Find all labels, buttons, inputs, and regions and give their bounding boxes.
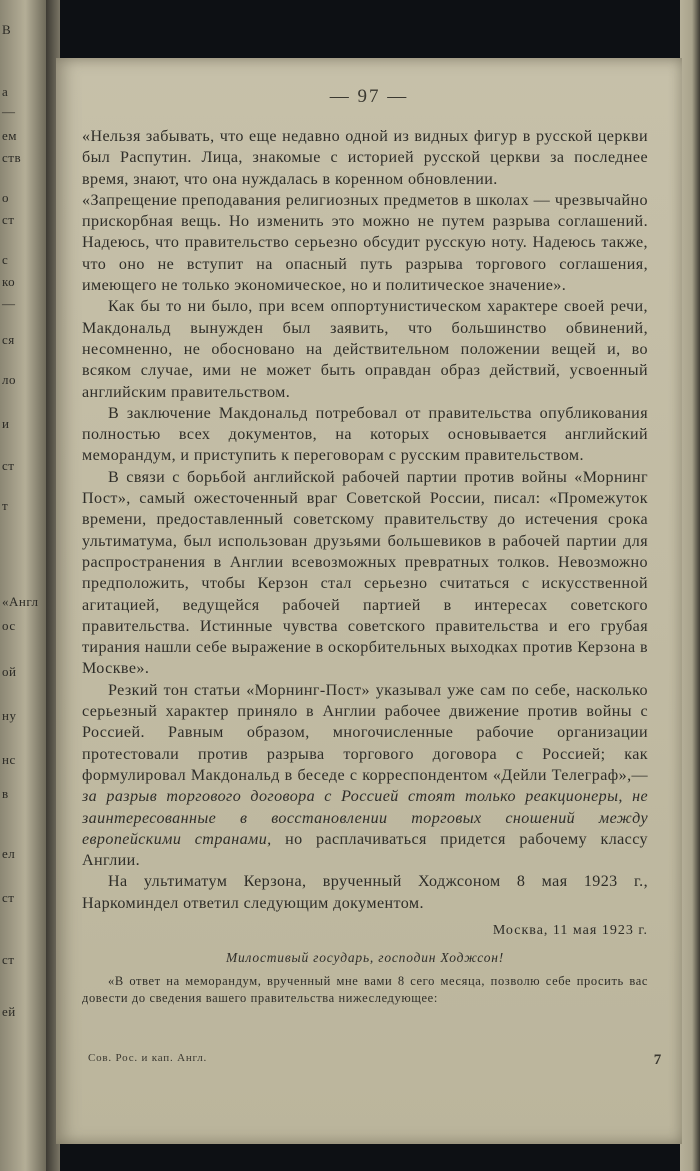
left-page-fragment: ем <box>2 128 17 143</box>
left-page-fragment: с <box>2 252 9 267</box>
footer-note: Сов. Рос. и кап. Англ. <box>88 1052 208 1064</box>
paragraph: «Запрещение преподавания религиозных предметов в школах — чрезвычайно прискорбная вещь. Но изменить это можно не путем разрыва соглашений. Надеюсь, что правительство серьезно обсудит русскую ноту. Надеюсь также, что оно не вступит на опасный путь разрыва торгового соглашения, имеющего не только экономическое, но и политическое значение». <box>82 191 648 295</box>
left-page-fragment: и <box>2 416 10 431</box>
page-number: — 97 — <box>329 86 409 107</box>
left-page-fragment: ос <box>2 618 16 633</box>
left-page-fragment: о <box>2 190 9 205</box>
left-page-fragment: в <box>2 786 9 801</box>
left-page-fragment: В <box>2 22 12 37</box>
salutation: Милостивый государь, господин Ходжсон! <box>225 950 505 966</box>
paragraph: В связи с борьбой английской рабочей партии против войны «Морнинг Пост», самый ожесточенный враг Советской России, писал: «Промежуток времени, предоставленный советскому правительству до истечения срока ультиматума, был использован друзьями большевиков в рабочей партии для распространения в Англии всевозможных превратных толков. Невозможно предположить, чтобы Керзон стал серьезно считаться с искусственной агитацией, ведущейся рабочей партией в интересах советского правительства. Истинные чувства советского правительства и его грубая тирания нашли себе выражение в оскорбительных выходках против Керзона в Москве». <box>82 468 648 678</box>
left-page-fragment: а <box>2 84 9 99</box>
left-page-fragment: ст <box>2 458 15 473</box>
paragraph: На ультиматум Керзона, врученный Ходжсоном 8 мая 1923 г., Наркоминдел ответил следующим документом. <box>82 873 648 912</box>
left-page-fragment: ст <box>2 890 15 905</box>
page-footer <box>88 1052 662 1069</box>
paragraph-text: но расплачиваться придется рабочему классу Англии. <box>82 830 648 870</box>
book-page <box>56 58 682 1144</box>
left-page-fragment: ел <box>2 846 16 861</box>
paragraph: В заключение Макдональд потребовал от правительства опубликования полностью всех документов, на которых основывается английский меморандум, и приступить к переговорам с русским правительством. <box>82 404 648 465</box>
left-page-fragment: ко <box>2 274 16 289</box>
italic-quote: за разрыв торгового договора с Россией стоят только реакционеры, не заинтересованные в восстановлении торговых сношений между европейскими странами, <box>82 788 648 848</box>
left-page-fragment: — <box>2 296 16 311</box>
left-page-fragment: нс <box>2 752 16 767</box>
right-page-edge <box>680 0 700 1171</box>
left-page-fragment: ся <box>2 332 15 347</box>
left-page-fragment: ств <box>2 150 22 165</box>
paragraph: Как бы то ни было, при всем оппортунистическом характере своей речи, Макдональд вынужден был заявить, что большинство обвинений, несомненно, не обосновано на действительном положении вещей и, во всяком случае, ими не может быть оправдан образ действий, усвоенный английским правительством. <box>82 298 648 401</box>
paragraph: «Нельзя забывать, что еще недавно одной из видных фигур в русской церкви был Распутин. Лица, знакомые с историей русской церкви за последнее время, знают, что она нуждалась в коренном обновлении. <box>82 128 648 188</box>
dateline: Москва, 11 мая 1923 г. <box>492 922 648 938</box>
left-page-fragment: — <box>2 104 16 119</box>
left-page-fragment: ой <box>2 664 17 679</box>
left-page-fragment: ст <box>2 212 15 227</box>
left-page-fragment: ей <box>2 1004 16 1019</box>
left-page-fragment: ло <box>2 372 16 387</box>
left-page-fragment: ну <box>2 708 17 723</box>
signature-mark: 7 <box>653 1052 662 1068</box>
left-page-fragment: «Англ <box>2 594 39 609</box>
letter-text: «В ответ на меморандум, врученный мне вами 8 сего месяца, позволю себе просить вас довести до сведения вашего правительства нижеследующее: <box>82 973 648 1005</box>
page-body <box>82 126 648 1007</box>
paragraph-text: Резкий тон статьи «Морнинг-Пост» указывал уже сам по себе, насколько серьезный характер приняло в Англии рабочее движение против войны с Россией. Равным образом, многочисленные рабочие организации протестовали против разрыва торгового договора с Россией; как формулировал Макдональд в беседе с корреспондентом «Дейли Телеграф»,— <box>82 681 648 784</box>
left-page-fragment: т <box>2 498 9 513</box>
paragraph-mixed <box>82 680 648 872</box>
left-page-edge <box>0 0 46 1171</box>
left-page-fragment: ст <box>2 952 15 967</box>
